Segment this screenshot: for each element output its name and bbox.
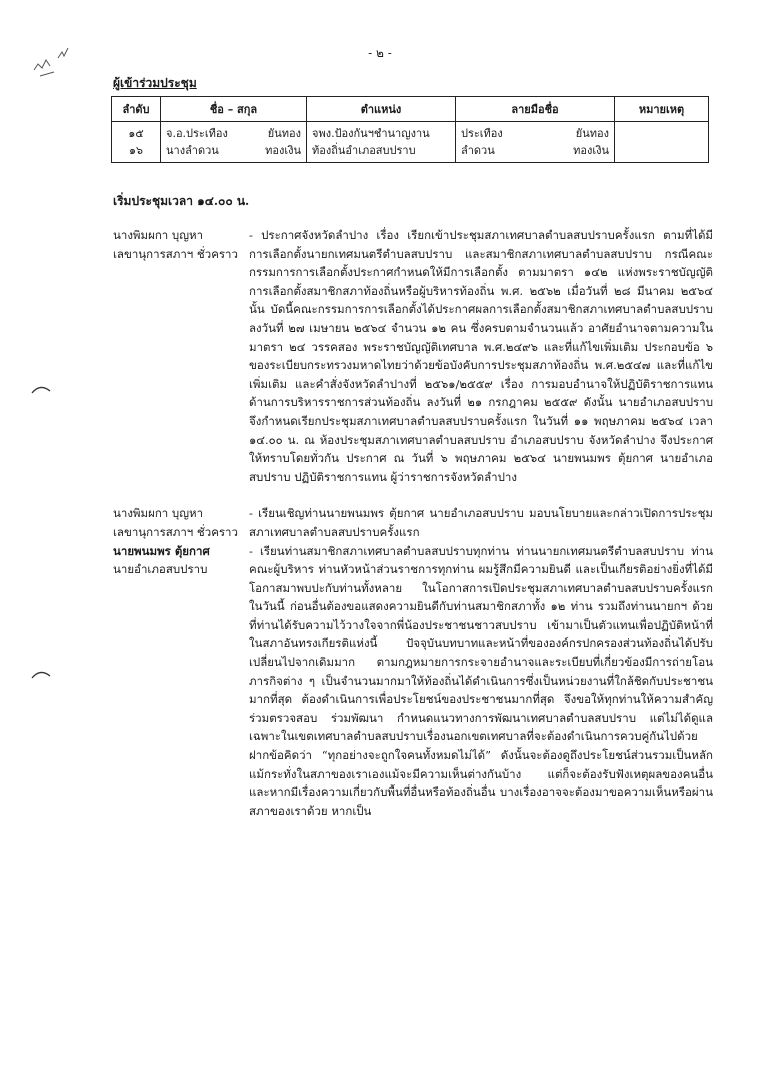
cell-remark: [615, 122, 709, 163]
speech-paragraph: - เรียนท่านสมาชิกสภาเทศบาลตำบลสบปราบทุกท่าน ท่านนายกเทศมนตรีตำบลสบปราบ ท่านคณะผู้บริหาร ท่านหัวหน้าส่วนราชการทุกท่าน ผมรู้สึกมีความยินดี และเป็นเกียรติอย่างยิ่งที่ได้มีโอกาสมาพบปะกับท่านทั้งหลาย ในโอกาสการเปิดประชุมสภาเทศบาลตำบลสบปราบครั้งแรก ในวันนี้ ก่อนอื่นต้องขอแสดงความยินดีกับท่านสมาชิกสภาทั้ง ๑๒ ท่าน รวมถึงท่านนายกฯ ด้วย ที่ท่านได้รับความไว้วางใจจากพี่น้องประชาชนชาวสบปราบ เข้ามาเป็นตัวแทนเพื่อปฏิบัติหน้าที่ในสภาอันทรงเกียรติแห่งนี้ ปัจจุบันบทบาทและหน้าที่ขององค์กรปกครองส่วนท้องถิ่นได้ปรับเปลี่ยนไปจากเดิมมาก ตามกฎหมายการกระจายอำนาจและระเบียบที่เกี่ยวข้องมีการถ่ายโอนภารกิจต่าง ๆ เป็นจำนวนมากมาให้ท้องถิ่นได้ดำเนินการซึ่งเป็นหน่วยงานที่ใกล้ชิดกับประชาชนมากที่สุด ต้องดำเนินการเพื่อประโยชน์ของประชาชนมากที่สุด จึงขอให้ทุกท่านให้ความสำคัญ ร่วมตรวจสอบ ร่วมพัฒนา กำหนดแนวทางการพัฒนาเทศบาลตำบลสบปราบ แต่ไม่ได้ดูแลเฉพาะในเขตเทศบาลตำบลสบปราบเรื่องนอกเขตเทศบาลที่จะต้องดำเนินการควบคู่กันไปด้วย ฝากข้อคิดว่า “ทุกอย่างจะถูกใจคนทั้งหมดไม่ได้” ดังนั้นจะต้องดูถึงประโยชน์ส่วนรวมเป็นหลัก แม้กระทั่งในสภาของเราเองแม้จะมีความเห็นต่างกันบ้าง แต่ก็จะต้องรับฟังเหตุผลของคนอื่น และหากมีเรื่องความเกี่ยวกับพื้นที่อื่นหรือท้องถิ่นอื่น บางเรื่องอาจจะต้องมาขอความเห็นหรือผ่านสภาของเราด้วย หากเป็น: [249, 543, 713, 818]
cell-name: [161, 122, 307, 163]
table-row: [112, 122, 709, 163]
hole-punch-mark: [30, 383, 52, 395]
row-number: ๑๕: [128, 127, 144, 140]
speech-text: [249, 226, 713, 486]
last-name: ทองเงิน: [265, 144, 301, 157]
position-text: ท้องถิ่นอำเภอสบปราบ: [312, 144, 416, 157]
speech-text: [249, 542, 713, 821]
speaker-name: นายพนมพร ตุ้ยกาศ: [113, 543, 210, 558]
cell-no: [112, 122, 161, 163]
signature-first: ประเทือง: [461, 127, 503, 140]
position-text: จพง.ป้องกันฯชำนาญงาน: [312, 127, 430, 140]
first-name: นางลำดวน: [166, 144, 219, 157]
last-name: ยันทอง: [267, 127, 301, 140]
speaker-title: เลขานุการสภาฯ ชั่วคราว: [113, 246, 238, 261]
speaker-block: [113, 504, 249, 541]
first-name: จ.อ.ประเทือง: [166, 127, 228, 140]
row-number: ๑๖: [129, 144, 143, 157]
signature-last: ทองเงิน: [573, 144, 609, 157]
column-header-signature: ลายมือชื่อ: [456, 97, 615, 122]
meeting-minutes: [113, 226, 713, 820]
column-header-position: ตำแหน่ง: [307, 97, 456, 122]
handwritten-scribble: [28, 40, 88, 80]
column-header-name: ชื่อ – สกุล: [161, 97, 307, 122]
speaker-title: เลขานุการสภาฯ ชั่วคราว: [113, 524, 238, 539]
speech-paragraph: - เรียนเชิญท่านนายพนมพร ตุ้ยกาศ นายอำเภอสบปราบ มอบนโยบายและกล่าวเปิดการประชุมสภาเทศบาลตำบลสบปราบครั้งแรก: [249, 506, 713, 539]
column-header-no: ลำดับ: [112, 97, 161, 122]
minutes-entry: [113, 226, 713, 486]
meeting-start-time: เริ่มประชุมเวลา ๑๔.๐๐ น.: [113, 194, 250, 208]
minutes-entry: [113, 504, 713, 541]
speaker-title: นายอำเภอสบปราบ: [113, 562, 208, 577]
speech-text: [249, 504, 713, 541]
signature-last: ยันทอง: [575, 127, 609, 140]
speaker-name: นางพิมผกา บุญหา: [113, 506, 204, 521]
attendees-heading: ผู้เข้าร่วมประชุม: [113, 76, 197, 90]
cell-signature: [456, 122, 615, 163]
hole-punch-mark: [30, 668, 52, 680]
speech-paragraph: - ประกาศจังหวัดลำปาง เรื่อง เรียกเข้าประชุมสภาเทศบาลตำบลสบปราบครั้งแรก ตามที่ได้มีการเลือกตั้งนายกเทศมนตรีตำบลสบปราบ และสมาชิกสภาเทศบาลตำบลสบปราบ กรณีคณะกรรมการการเลือกตั้งประกาศกำหนดให้มีการเลือกตั้ง ตามมาตรา ๑๔๒ แห่งพระราชบัญญัติการเลือกตั้งสมาชิกสภาท้องถิ่นหรือผู้บริหารท้องถิ่น พ.ศ. ๒๕๖๒ เมื่อวันที่ ๒๘ มีนาคม ๒๕๖๔ นั้น บัดนี้คณะกรรมการการเลือกตั้งได้ประกาศผลการเลือกตั้งสมาชิกสภาเทศบาลตำบลสบปราบ ลงวันที่ ๒๗ เมษายน ๒๕๖๔ จำนวน ๑๒ คน ซึ่งครบตามจำนวนแล้ว อาศัยอำนาจตามความในมาตรา ๒๔ วรรคสอง พระราชบัญญัติเทศบาล พ.ศ.๒๔๙๖ และที่แก้ไขเพิ่มเติม ประกอบข้อ ๖ ของระเบียบกระทรวงมหาดไทยว่าด้วยข้อบังคับการประชุมสภาท้องถิ่น พ.ศ.๒๕๔๗ และที่แก้ไขเพิ่มเติม และคำสั่งจังหวัดลำปางที่ ๒๕๖๑/๒๕๕๙ เรื่อง การมอบอำนาจให้ปฏิบัติราชการแทนด้านการบริหารราชการส่วนท้องถิ่น ลงวันที่ ๒๑ กรกฎาคม ๒๕๕๙ ดังนั้น นายอำเภอสบปราบ จึงกำหนดเรียกประชุมสภาเทศบาลตำบลสบปราบครั้งแรก ในวันที่ ๑๑ พฤษภาคม ๒๕๖๔ เวลา ๑๔.๐๐ น. ณ ห้องประชุมสภาเทศบาลตำบลสบปราบ อำเภอสบปราบ จังหวัดลำปาง จึงประกาศให้ทราบโดยทั่วกัน ประกาศ ณ วันที่ ๖ พฤษภาคม ๒๕๖๔ นายพนมพร ตุ้ยกาศ นายอำเภอสบปราบ ปฏิบัติราชการแทน ผู้ว่าราชการจังหวัดลำปาง: [249, 228, 713, 484]
cell-position: [307, 122, 456, 163]
table-header-row: [112, 97, 709, 122]
column-header-remark: หมายเหตุ: [615, 97, 709, 122]
page-number: - ๒ -: [368, 46, 392, 60]
minutes-entry: [113, 542, 713, 821]
speaker-block: [113, 226, 249, 486]
speaker-name: นางพิมผกา บุญหา: [113, 228, 204, 242]
speaker-block: [113, 542, 249, 821]
attendees-table: [111, 96, 709, 163]
signature-first: ลำดวน: [461, 144, 495, 157]
